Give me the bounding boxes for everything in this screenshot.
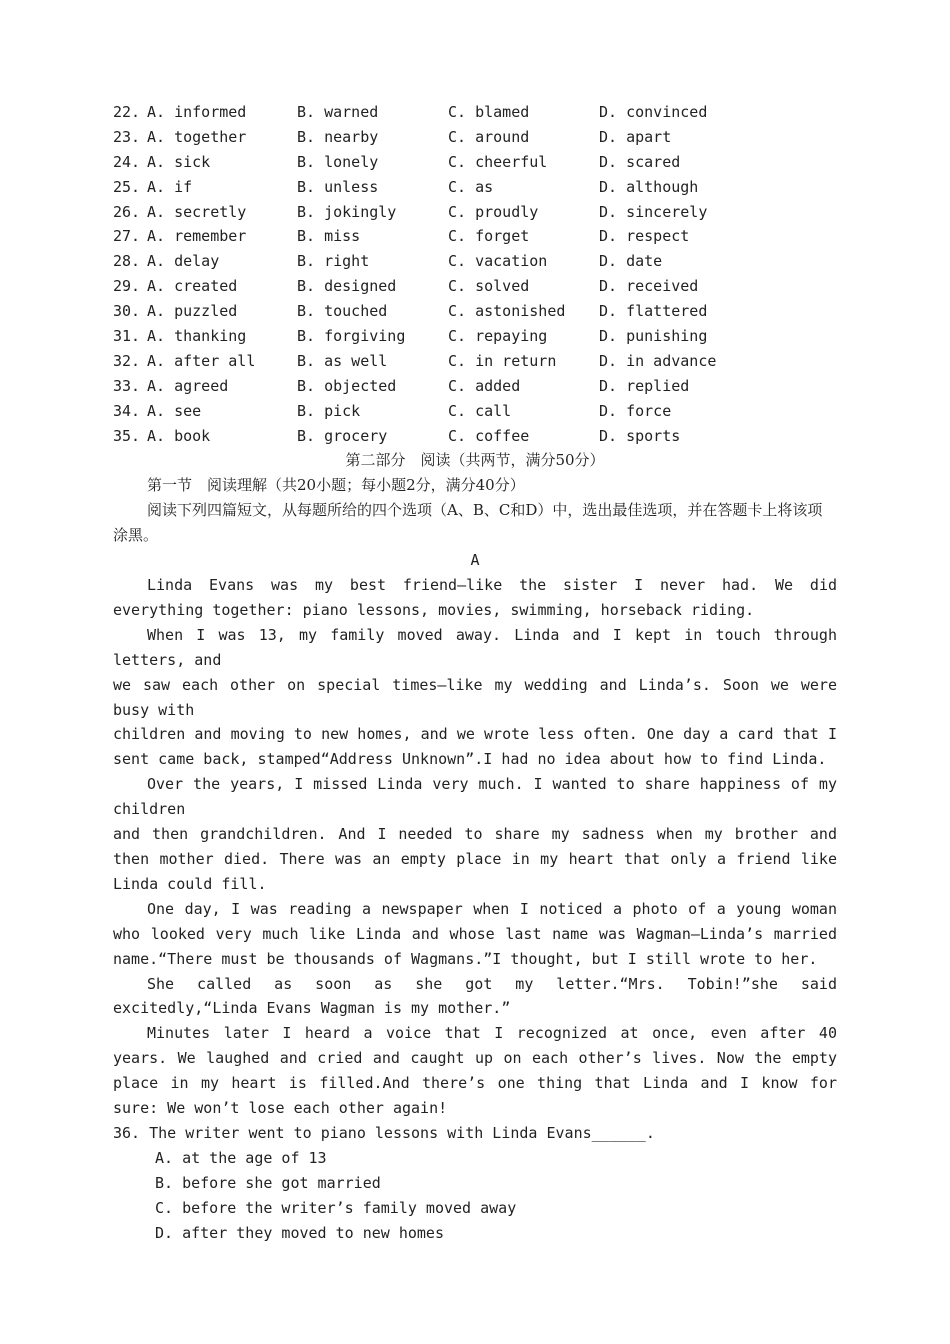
option-c[interactable]: C. call — [448, 401, 512, 420]
option-a[interactable]: A. delay — [147, 252, 220, 271]
passage-paragraph: and then grandchildren. And I needed to share my sadness when my brother and then mother died. There was an empty place in my heart that only a friend like Linda could fill. — [113, 825, 837, 893]
option-d[interactable]: D. replied — [599, 376, 690, 395]
option-c[interactable]: C. astonished — [448, 302, 566, 321]
option-b[interactable]: B. miss — [297, 227, 361, 246]
option-b[interactable]: B. as well — [297, 351, 388, 370]
option-a[interactable]: A. thanking — [147, 327, 247, 346]
option-row — [113, 200, 837, 225]
option-a[interactable]: A. puzzled — [147, 302, 238, 321]
option-b[interactable]: B. designed — [297, 277, 397, 296]
question-number: 34. — [113, 401, 141, 420]
option-a[interactable]: A. book — [147, 426, 211, 445]
option-d[interactable]: D. force — [599, 401, 672, 420]
option-b[interactable]: B. right — [297, 252, 370, 271]
option-a[interactable]: A. secretly — [147, 202, 247, 221]
question-choices — [113, 1146, 837, 1246]
question-number: 26. — [113, 202, 141, 221]
option-row — [113, 249, 837, 274]
option-b[interactable]: B. touched — [297, 302, 388, 321]
question-number: 27. — [113, 227, 141, 246]
question-number: 23. — [113, 127, 141, 146]
passage-label: A — [470, 551, 480, 570]
question-number: 28. — [113, 252, 141, 271]
option-c[interactable]: C. solved — [448, 277, 530, 296]
option-d[interactable]: D. flattered — [599, 302, 708, 321]
option-c[interactable]: C. repaying — [448, 327, 548, 346]
option-d[interactable]: D. punishing — [599, 327, 708, 346]
question-number: 22. — [113, 103, 141, 121]
option-row — [113, 349, 837, 374]
option-d[interactable]: D. in advance — [599, 351, 717, 370]
passage-paragraph: children and moving to new homes, and we wrote less often. One day a card that I sent came back, stamped“Address Unknown”.I had no idea about how to find Linda. — [113, 725, 837, 769]
option-row — [113, 125, 837, 150]
passage-paragraph: Over the years, I missed Linda very much. I wanted to share happiness of my children — [113, 775, 837, 819]
option-row — [113, 150, 837, 175]
option-row — [113, 324, 837, 349]
passage-paragraph: When I was 13, my family moved away. Linda and I kept in touch through letters, and — [113, 625, 837, 669]
option-c[interactable]: C. in return — [448, 351, 557, 370]
option-a[interactable]: A. if — [147, 177, 193, 196]
instructions: 阅读下列四篇短文，从每题所给的四个选项（A、B、C和D）中，选出最佳选项，并在答题卡上将该项涂黑。 — [113, 501, 823, 545]
option-c[interactable]: C. cheerful — [448, 152, 548, 171]
option-c[interactable]: C. added — [448, 376, 521, 395]
option-row — [113, 299, 837, 324]
option-b[interactable]: B. pick — [297, 401, 361, 420]
section-heading: 第一节 阅读理解（共20小题；每小题2分，满分40分） — [147, 476, 525, 495]
option-a[interactable]: A. after all — [147, 351, 256, 370]
option-b[interactable]: B. warned — [297, 103, 379, 121]
exam-page — [113, 100, 837, 1245]
option-d[interactable]: D. apart — [599, 127, 672, 146]
option-row — [113, 399, 837, 424]
option-b[interactable]: B. lonely — [297, 152, 379, 171]
option-a[interactable]: A. see — [147, 401, 202, 420]
option-c[interactable]: C. proudly — [448, 202, 539, 221]
question-number: 29. — [113, 277, 141, 296]
question-number: 35. — [113, 426, 141, 445]
passage-paragraph: Minutes later I heard a voice that I recognized at once, even after 40 years. We laughed and cried and caught up on each other’s lives. Now the empty place in my heart is filled.And there’s one thing that Linda and I know for sure: We won’t lose each other again! — [113, 1024, 837, 1118]
option-row — [113, 175, 837, 200]
option-b[interactable]: B. forgiving — [297, 327, 406, 346]
choice-c[interactable]: C. before the writer’s family moved away — [155, 1198, 517, 1217]
question-number: 24. — [113, 152, 141, 171]
option-a[interactable]: A. informed — [147, 103, 247, 121]
question-number: 32. — [113, 351, 141, 370]
passage-body — [113, 573, 837, 1121]
option-c[interactable]: C. forget — [448, 227, 530, 246]
option-row — [113, 374, 837, 399]
option-b[interactable]: B. grocery — [297, 426, 388, 445]
question-number: 30. — [113, 302, 141, 321]
option-a[interactable]: A. sick — [147, 152, 211, 171]
passage-paragraph: Linda Evans was my best friend—like the sister I never had. We did everything together: piano lessons, movies, swimming, horseback riding. — [113, 576, 837, 619]
option-d[interactable]: D. respect — [599, 227, 690, 246]
question-number: 31. — [113, 327, 141, 346]
part-heading: 第二部分 阅读（共两节，满分50分） — [345, 451, 605, 470]
choice-a[interactable]: A. at the age of 13 — [155, 1148, 327, 1167]
option-a[interactable]: A. created — [147, 277, 238, 296]
option-c[interactable]: C. around — [448, 127, 530, 146]
option-a[interactable]: A. agreed — [147, 376, 229, 395]
option-row — [113, 224, 837, 249]
option-row — [113, 424, 837, 449]
option-d[interactable]: D. although — [599, 177, 699, 196]
question-stem: 36. The writer went to piano lessons with Linda Evans______. — [113, 1123, 655, 1142]
option-d[interactable]: D. sports — [599, 426, 681, 445]
option-c[interactable]: C. coffee — [448, 426, 530, 445]
option-c[interactable]: C. blamed — [448, 103, 530, 121]
option-d[interactable]: D. sincerely — [599, 202, 708, 221]
option-b[interactable]: B. unless — [297, 177, 379, 196]
question-number: 25. — [113, 177, 141, 196]
option-row — [113, 100, 837, 125]
option-d[interactable]: D. scared — [599, 152, 681, 171]
cloze-options — [113, 100, 837, 448]
option-row — [113, 274, 837, 299]
option-c[interactable]: C. vacation — [448, 252, 548, 271]
option-b[interactable]: B. nearby — [297, 127, 379, 146]
option-d[interactable]: D. received — [599, 277, 699, 296]
choice-b[interactable]: B. before she got married — [155, 1173, 381, 1192]
option-b[interactable]: B. jokingly — [297, 202, 397, 221]
choice-d[interactable]: D. after they moved to new homes — [155, 1223, 444, 1242]
option-a[interactable]: A. together — [147, 127, 247, 146]
passage-paragraph: She called as soon as she got my letter.“Mrs. Tobin!”she said excitedly,“Linda Evans Wagman is my mother.” — [113, 974, 837, 1018]
option-d[interactable]: D. convinced — [599, 103, 708, 121]
option-d[interactable]: D. date — [599, 252, 663, 271]
option-c[interactable]: C. as — [448, 177, 494, 196]
option-b[interactable]: B. objected — [297, 376, 397, 395]
passage-paragraph: we saw each other on special times—like my wedding and Linda’s. Soon we were busy with — [113, 675, 837, 719]
question-number: 33. — [113, 376, 141, 395]
option-a[interactable]: A. remember — [147, 227, 247, 246]
passage-paragraph: One day, I was reading a newspaper when I noticed a photo of a young woman who looked very much like Linda and whose last name was Wagman—Linda’s married name.“There must be thousands of Wagmans.”I thought, but I still wrote to her. — [113, 899, 837, 968]
